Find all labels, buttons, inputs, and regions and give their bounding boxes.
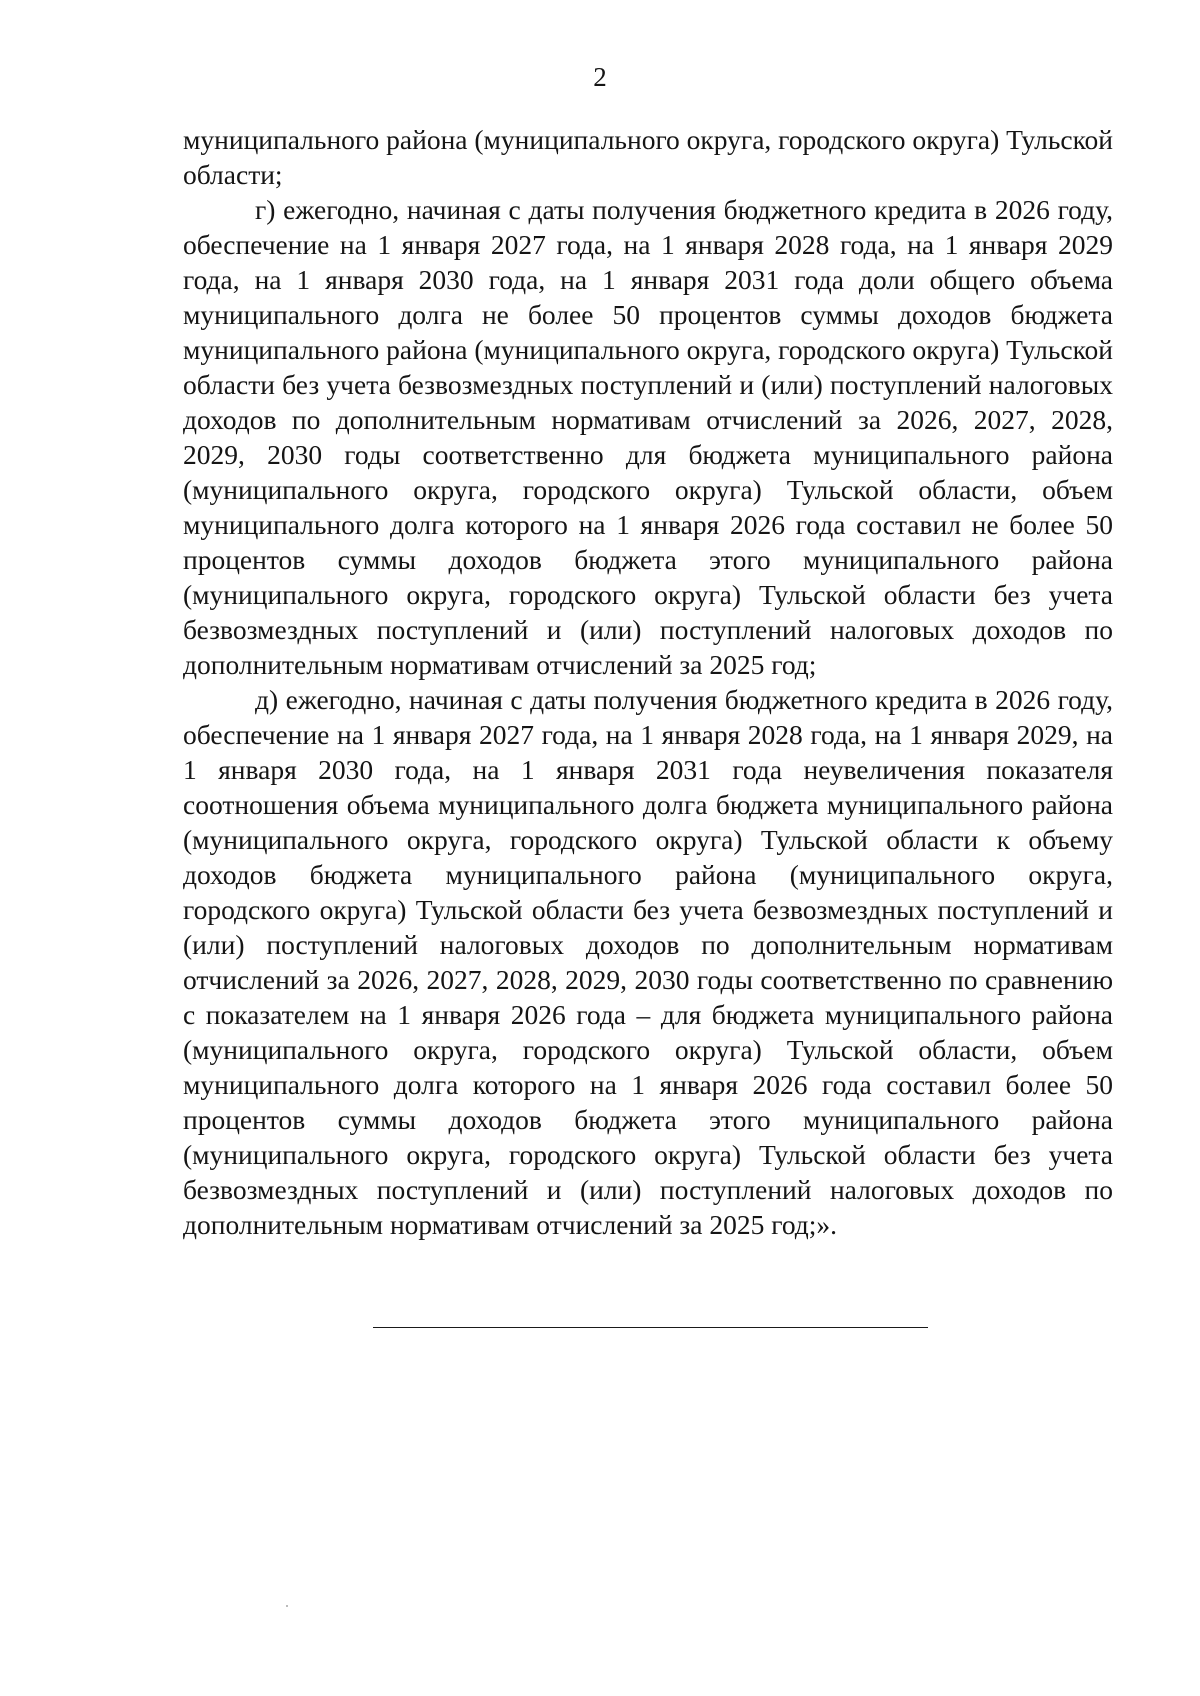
page-number: 2 (593, 62, 607, 92)
document-body (183, 122, 1113, 1242)
paragraph-item-d: д) ежегодно, начиная с даты получения бюджетного кредита в 2026 году, обеспечение на 1 января 2027 года, на 1 января 2028 года, на 1 января 2029, на 1 января 2030 года, на 1 января 2031 года неувеличения показателя соотношения объема муниципального долга бюджета муниципального района (муниципального округа, городского округа) Тульской области к объему доходов бюджета муниципального района (муниципального округа, городского округа) Тульской области без учета безвозмездных поступлений и (или) поступлений налоговых доходов по дополнительным нормативам отчислений за 2026, 2027, 2028, 2029, 2030 годы соответственно по сравнению с показателем на 1 января 2026 года – для бюджета муниципального района (муниципального округа, городского округа) Тульской области, объем муниципального долга которого на 1 января 2026 года составил более 50 процентов суммы доходов бюджета этого муниципального района (муниципального округа, городского округа) Тульской области без учета безвозмездных поступлений и (или) поступлений налоговых доходов по дополнительным нормативам отчислений за 2025 год;». (183, 684, 1113, 1240)
paragraph-continuation: муниципального района (муниципального округа, городского округа) Тульской области; (183, 124, 1113, 190)
paragraph-item-g: г) ежегодно, начиная с даты получения бюджетного кредита в 2026 году, обеспечение на 1 января 2027 года, на 1 января 2028 года, на 1 января 2029 года, на 1 января 2030 года, на 1 января 2031 года доли общего объема муниципального долга не более 50 процентов суммы доходов бюджета муниципального района (муниципального округа, городского округа) Тульской области без учета безвозмездных поступлений и (или) поступлений налоговых доходов по дополнительным нормативам отчислений за 2026, 2027, 2028, 2029, 2030 годы соответственно для бюджета муниципального района (муниципального округа, городского округа) Тульской области, объем муниципального долга которого на 1 января 2026 года составил не более 50 процентов суммы доходов бюджета этого муниципального района (муниципального округа, городского округа) Тульской области без учета безвозмездных поступлений и (или) поступлений налоговых доходов по дополнительным нормативам отчислений за 2025 год; (183, 194, 1113, 680)
end-of-text-rule (373, 1327, 928, 1328)
scan-speck (286, 1605, 288, 1607)
